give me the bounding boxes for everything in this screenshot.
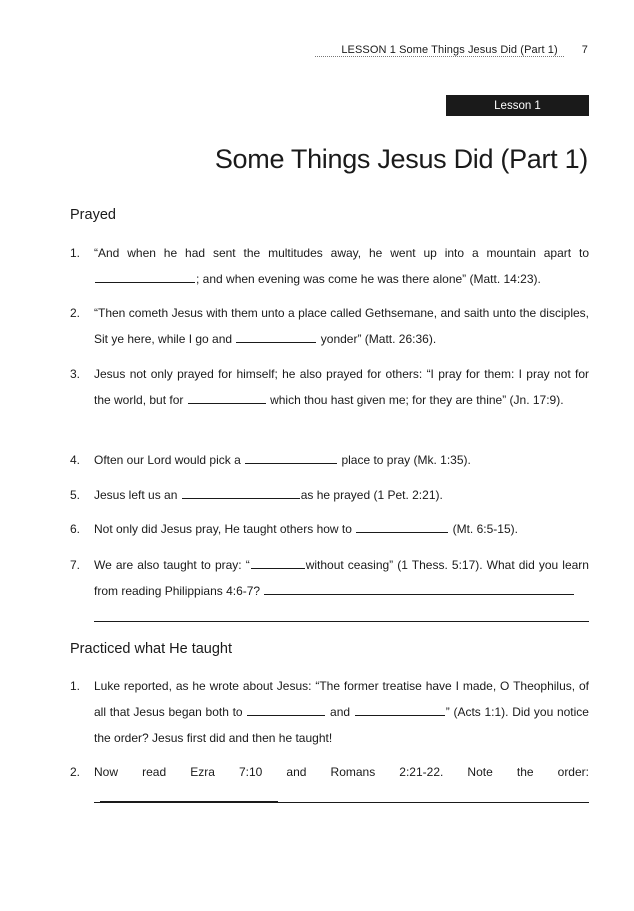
item-text: (Mt. 6:5-15). [452,522,518,536]
list-item [70,759,589,811]
answer-blank[interactable] [264,582,574,595]
answer-blank[interactable] [182,486,300,499]
item-text: Not only did Jesus pray, He taught others how to [94,522,352,536]
answer-blank[interactable] [247,703,325,716]
item-number: 5. [70,488,81,502]
item-text: Luke reported, as he wrote about Jesus: “The former treatise have I made, O Theophilus, of all that Jesus began both to [94,679,589,719]
answer-blank[interactable] [251,556,305,569]
answer-line[interactable] [94,802,589,803]
item-text: Often our Lord would pick a [94,453,241,467]
item-text: and [330,705,351,719]
item-text: Now read Ezra 7:10 and Romans 2:21-22. Note the order: [94,765,589,779]
answer-blank[interactable] [188,391,266,404]
item-number: 2. [70,306,81,320]
list-item [70,552,589,604]
item-text: We are also taught to pray: “ [94,558,250,572]
item-number: 7. [70,558,81,572]
item-text: ; and when evening was come he was there alone” (Matt. 14:23). [196,272,541,286]
item-text: ” (Acts 1:1). Did you notice the order? Jesus first did and then he taught! [94,705,589,745]
item-number: 3. [70,367,81,381]
item-text: “Then cometh Jesus with them unto a place called Gethsemane, and saith unto the disciples, Sit ye here, while I go and [94,306,589,346]
running-head [315,44,588,57]
list-item [70,300,589,352]
list-item [70,361,589,413]
list-item [70,240,589,292]
list-item [70,673,589,751]
list-item [70,516,589,542]
item-text: yonder” (Matt. 26:36). [320,332,437,346]
page-title: Some Things Jesus Did (Part 1) [214,144,588,174]
item-number: 4. [70,453,81,467]
item-text: Jesus left us an [94,488,178,502]
item-text: without ceasing” (1 Thess. 5:17). What did you learn from reading Philippians 4:6-7? [94,558,589,598]
section-heading-practiced: Practiced what He taught [70,641,233,657]
page-number: 7 [581,44,588,56]
item-number: 1. [70,679,81,693]
item-text: “And when he had sent the multitudes away, he went up into a mountain apart to [94,246,589,260]
answer-blank[interactable] [245,451,337,464]
list-item [70,482,589,508]
answer-line[interactable] [94,621,589,622]
answer-blank[interactable] [355,703,445,716]
section-heading-prayed: Prayed [70,207,116,223]
item-text: which thou hast given me; for they are thine” (Jn. 17:9). [270,393,564,407]
item-text: place to pray (Mk. 1:35). [341,453,471,467]
item-text: as he prayed (1 Pet. 2:21). [300,488,443,502]
answer-blank[interactable] [95,270,195,283]
item-text: Jesus not only prayed for himself; he also prayed for others: “I pray for them: I pray not for the world, but for [94,367,589,407]
item-number: 2. [70,765,81,779]
list-item [70,447,589,473]
answer-blank[interactable] [236,330,316,343]
item-number: 1. [70,246,81,260]
lesson-badge: Lesson 1 [446,95,589,116]
running-head-title: LESSON 1 Some Things Jesus Did (Part 1) [315,44,563,57]
item-number: 6. [70,522,81,536]
answer-blank[interactable] [100,789,278,802]
answer-blank[interactable] [356,520,448,533]
